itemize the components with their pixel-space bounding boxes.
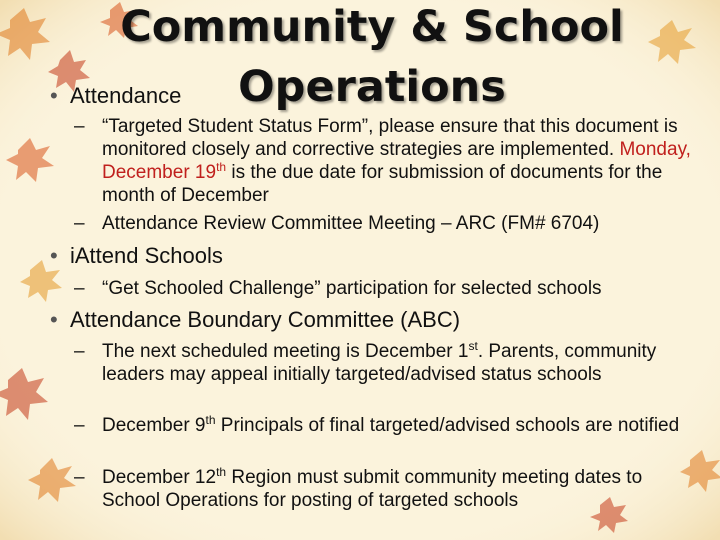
bullet-label: iAttend Schools	[70, 243, 223, 268]
dash-icon: –	[74, 415, 85, 436]
dash-icon: –	[74, 341, 85, 362]
dash-icon: –	[74, 467, 85, 488]
subitem-next-meeting: – The next scheduled meeting is December 1st. Parents, community leaders may appeal initially targeted/advised status schools	[74, 339, 657, 385]
bullet-attendance	[50, 83, 182, 108]
bullet-dot-icon: •	[50, 243, 58, 268]
bullet-dot-icon: •	[50, 307, 58, 332]
subitem-get-schooled: – “Get Schooled Challenge” participation for selected schools	[74, 278, 602, 299]
title-line-2: Operations	[238, 62, 506, 112]
dash-icon: –	[74, 278, 85, 299]
subitem-arc-meeting: – Attendance Review Committee Meeting – ARC (FM# 6704)	[74, 213, 600, 234]
subitem-region-submit: – December 12th Region must submit community meeting dates to School Operations for posting of targeted schools	[74, 465, 643, 511]
dash-icon: –	[74, 213, 85, 234]
bullet-iattend	[50, 243, 223, 268]
dash-icon: –	[74, 116, 85, 137]
subitem-status-form: – “Targeted Student Status Form”, please ensure that this document is monitored closely and corrective strategies are implemented. Monday, December 19th is the due date for submission of documents for the month of December	[74, 116, 691, 206]
bullet-abc	[50, 307, 461, 332]
bullet-label: Attendance Boundary Committee (ABC)	[70, 307, 461, 332]
due-date-highlight: Monday, December 19th	[102, 139, 691, 183]
subitem-principals-notified: – December 9th Principals of final targeted/advised schools are notified	[74, 413, 680, 436]
title-line-1: Community & School	[120, 2, 624, 52]
bullet-dot-icon: •	[50, 83, 58, 108]
bullet-label: Attendance	[70, 83, 182, 108]
